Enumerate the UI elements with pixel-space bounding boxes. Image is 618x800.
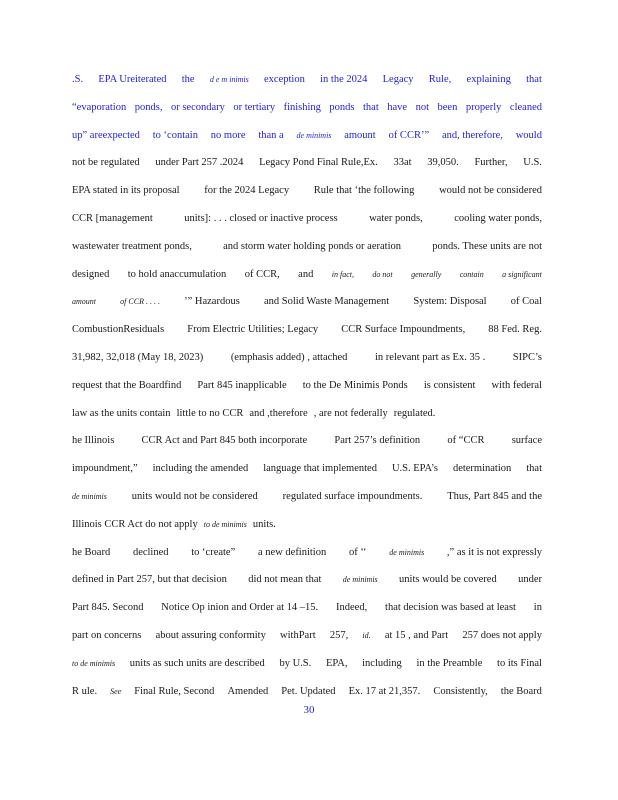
- text-segment: regulated surface impoundments.: [282, 490, 423, 502]
- text-segment: little to no CCR: [176, 407, 244, 419]
- text-segment: ponds. These units are not: [432, 240, 542, 252]
- text-segment: and ,therefore: [249, 407, 308, 419]
- text-segment: ,” as it is not expressly: [446, 546, 542, 558]
- text-segment: Notice Op inion and Order at 14 –15.: [161, 602, 319, 614]
- text-segment: Pet. Updated: [281, 685, 336, 697]
- text-line: [72, 66, 542, 94]
- text-segment: he Board: [72, 546, 111, 558]
- text-segment: cooling water ponds,: [454, 212, 542, 224]
- text-segment: Ex. 17 at 21,357.: [348, 685, 421, 697]
- text-segment: of “CCR: [447, 435, 485, 447]
- text-segment: wastewater treatment ponds,: [72, 240, 192, 252]
- text-segment: “evaporation: [72, 101, 127, 113]
- text-segment: request that the Boardfind: [72, 379, 182, 391]
- text-segment: or secondary: [170, 101, 225, 113]
- text-segment: Amended: [227, 685, 269, 697]
- text-line: [72, 678, 542, 706]
- text-line: [72, 149, 542, 177]
- text-segment: about assuring conformity: [155, 629, 266, 641]
- text-line: [72, 455, 542, 483]
- text-line: [72, 427, 542, 455]
- text-segment: Rule that ‘the following: [313, 185, 415, 197]
- text-segment: From Electric Utilities; Legacy: [187, 324, 319, 336]
- text-segment: CCR [management: [72, 212, 153, 224]
- text-segment: for the 2024 Legacy: [204, 185, 290, 197]
- text-segment: d e m inimis: [209, 75, 249, 84]
- text-segment: of CCR . . . .: [120, 297, 160, 307]
- text-line: [72, 288, 542, 316]
- text-segment: and, therefore,: [441, 129, 503, 141]
- text-segment: Further,: [474, 157, 508, 169]
- text-segment: SIPC’s: [512, 351, 542, 363]
- text-segment: language that implemented: [263, 463, 377, 475]
- text-segment: designed: [72, 268, 110, 280]
- text-segment: de minimis: [72, 491, 107, 501]
- text-segment: law as the units contain: [72, 407, 171, 419]
- text-segment: 88 Fed. Reg.: [488, 324, 542, 336]
- text-segment: than a: [258, 129, 284, 141]
- text-segment: Consistently,: [433, 685, 488, 697]
- text-line: [72, 233, 542, 261]
- text-segment: Final Rule, Second: [134, 685, 215, 697]
- text-segment: EPA,: [325, 657, 348, 669]
- text-segment: surface: [511, 435, 542, 447]
- text-segment: in the 2024: [320, 74, 368, 85]
- text-segment: Legacy Pond Final Rule,Ex.: [259, 157, 378, 169]
- text-segment: generally: [411, 269, 442, 279]
- text-segment: the Board: [500, 685, 542, 697]
- text-segment: R ule.: [72, 685, 98, 697]
- text-segment: to the De Minimis Ponds: [302, 379, 408, 391]
- text-segment: properly: [465, 101, 502, 113]
- text-line: [72, 316, 542, 344]
- text-segment: contain: [459, 269, 484, 279]
- text-segment: with federal: [491, 379, 542, 391]
- text-segment: the: [181, 74, 195, 85]
- text-segment: explaining: [466, 74, 511, 85]
- text-segment: units would not be considered: [131, 490, 258, 502]
- text-line: [72, 122, 542, 150]
- text-segment: not: [415, 101, 430, 113]
- text-line: [72, 622, 542, 650]
- text-segment: (emphasis added) , attached: [230, 351, 348, 363]
- text-segment: been: [437, 101, 458, 113]
- text-line: [72, 400, 542, 428]
- text-segment: Illinois CCR Act do not apply: [72, 518, 198, 530]
- text-segment: in relevant part as Ex. 35 .: [375, 351, 486, 363]
- text-segment: of CCR’”: [388, 129, 430, 141]
- text-segment: a new definition: [258, 546, 327, 558]
- text-segment: and storm water holding ponds or aeration: [223, 240, 401, 252]
- text-segment: units as such units are described: [129, 657, 265, 669]
- text-segment: ponds,: [134, 101, 163, 113]
- text-segment: no more: [210, 129, 246, 141]
- text-segment: units.: [252, 518, 276, 530]
- text-segment: See: [110, 686, 122, 696]
- text-segment: that decision was based at least: [385, 602, 516, 614]
- text-line: [72, 650, 542, 678]
- text-segment: exception: [264, 74, 305, 85]
- text-segment: de minimis: [389, 547, 425, 557]
- text-segment: do not: [372, 269, 393, 279]
- text-segment: , are not federally: [313, 407, 388, 419]
- text-segment: EPA Ureiterated: [98, 74, 167, 85]
- text-segment: Rule,: [428, 74, 452, 85]
- text-segment: 257 does not apply: [462, 629, 542, 641]
- text-line: [72, 511, 542, 539]
- text-segment: 257,: [329, 629, 349, 641]
- text-segment: water ponds,: [369, 212, 423, 224]
- text-segment: by U.S.: [279, 657, 312, 669]
- text-segment: determination: [452, 463, 512, 475]
- text-segment: withPart: [280, 629, 316, 641]
- text-segment: not be regulated: [72, 157, 140, 169]
- text-segment: under: [518, 574, 542, 586]
- text-segment: id.: [362, 630, 371, 640]
- text-segment: CCR Surface Impoundments,: [341, 324, 466, 336]
- text-segment: of CCR,: [244, 268, 280, 280]
- text-segment: System: Disposal: [413, 296, 487, 308]
- text-segment: under Part 257 .2024: [155, 157, 244, 169]
- text-segment: is consistent: [423, 379, 476, 391]
- text-segment: ponds: [329, 101, 355, 113]
- text-segment: that: [526, 74, 542, 85]
- text-segment: 31,982, 32,018 (May 18, 2023): [72, 351, 204, 363]
- text-segment: de minimis: [342, 575, 378, 585]
- text-segment: ’” Hazardous: [184, 296, 240, 308]
- text-line: [72, 177, 542, 205]
- text-segment: Part 845 inapplicable: [197, 379, 287, 391]
- text-segment: he Illinois: [72, 435, 115, 447]
- text-segment: defined in Part 257, but that decision: [72, 574, 227, 586]
- text-segment: .S.: [72, 74, 84, 85]
- text-segment: cleaned: [509, 101, 542, 113]
- text-segment: including the amended: [152, 463, 249, 475]
- text-segment: of ‘‘: [348, 546, 367, 558]
- text-segment: units]: . . . closed or inactive process: [184, 212, 338, 224]
- text-segment: U.S.: [523, 157, 542, 169]
- text-segment: impoundment,”: [72, 463, 138, 475]
- text-line: [72, 205, 542, 233]
- text-segment: in: [533, 602, 542, 614]
- text-segment: amount: [344, 129, 376, 141]
- text-segment: to de minimis: [72, 658, 116, 668]
- text-segment: did not mean that: [248, 574, 322, 586]
- text-segment: in fact,: [331, 269, 354, 279]
- text-segment: to its Final: [497, 657, 542, 669]
- text-line: [72, 261, 542, 289]
- text-line: [72, 594, 542, 622]
- text-segment: and: [298, 268, 314, 280]
- text-segment: up” areexpected: [72, 129, 140, 141]
- text-line: [72, 483, 542, 511]
- text-segment: Thus, Part 845 and the: [447, 490, 542, 502]
- text-segment: 33at: [393, 157, 412, 169]
- text-segment: including: [362, 657, 402, 669]
- text-line: [72, 372, 542, 400]
- text-segment: have: [387, 101, 408, 113]
- text-line: [72, 94, 542, 122]
- text-segment: and Solid Waste Management: [263, 296, 390, 308]
- text-segment: CCR Act and Part 845 both incorporate: [141, 435, 308, 447]
- text-segment: finishing: [283, 101, 321, 113]
- text-segment: regulated.: [393, 407, 436, 419]
- text-segment: at 15 , and Part: [384, 629, 449, 641]
- text-segment: amount: [72, 297, 96, 307]
- text-segment: would not be considered: [439, 185, 542, 197]
- text-segment: 39,050.: [427, 157, 459, 169]
- text-segment: in the Preamble: [416, 657, 483, 669]
- text-segment: would: [515, 129, 542, 141]
- text-segment: CombustionResiduals: [72, 324, 165, 336]
- text-segment: that: [526, 463, 542, 475]
- text-segment: de minimis: [296, 130, 332, 140]
- text-segment: a significant: [502, 269, 542, 279]
- text-segment: EPA stated in its proposal: [72, 185, 180, 197]
- text-segment: to ‘contain: [152, 129, 198, 141]
- body-text: [72, 66, 542, 705]
- text-line: [72, 539, 542, 567]
- text-line: [72, 344, 542, 372]
- text-segment: or tertiary: [233, 101, 276, 113]
- text-line: [72, 566, 542, 594]
- text-segment: to hold anaccumulation: [127, 268, 227, 280]
- text-segment: declined: [132, 546, 169, 558]
- text-segment: that: [363, 101, 379, 113]
- text-segment: U.S. EPA’s: [391, 463, 438, 475]
- text-segment: part on concerns: [72, 629, 142, 641]
- text-segment: to ‘create”: [191, 546, 236, 558]
- text-segment: Part 845. Second: [72, 602, 144, 614]
- page-number: 30: [303, 704, 315, 716]
- text-segment: units would be covered: [399, 574, 497, 586]
- text-segment: Indeed,: [336, 602, 368, 614]
- text-segment: of Coal: [510, 296, 542, 308]
- text-segment: Legacy: [382, 74, 414, 85]
- text-segment: Part 257’s definition: [334, 435, 421, 447]
- text-segment: to de minimis: [203, 519, 247, 529]
